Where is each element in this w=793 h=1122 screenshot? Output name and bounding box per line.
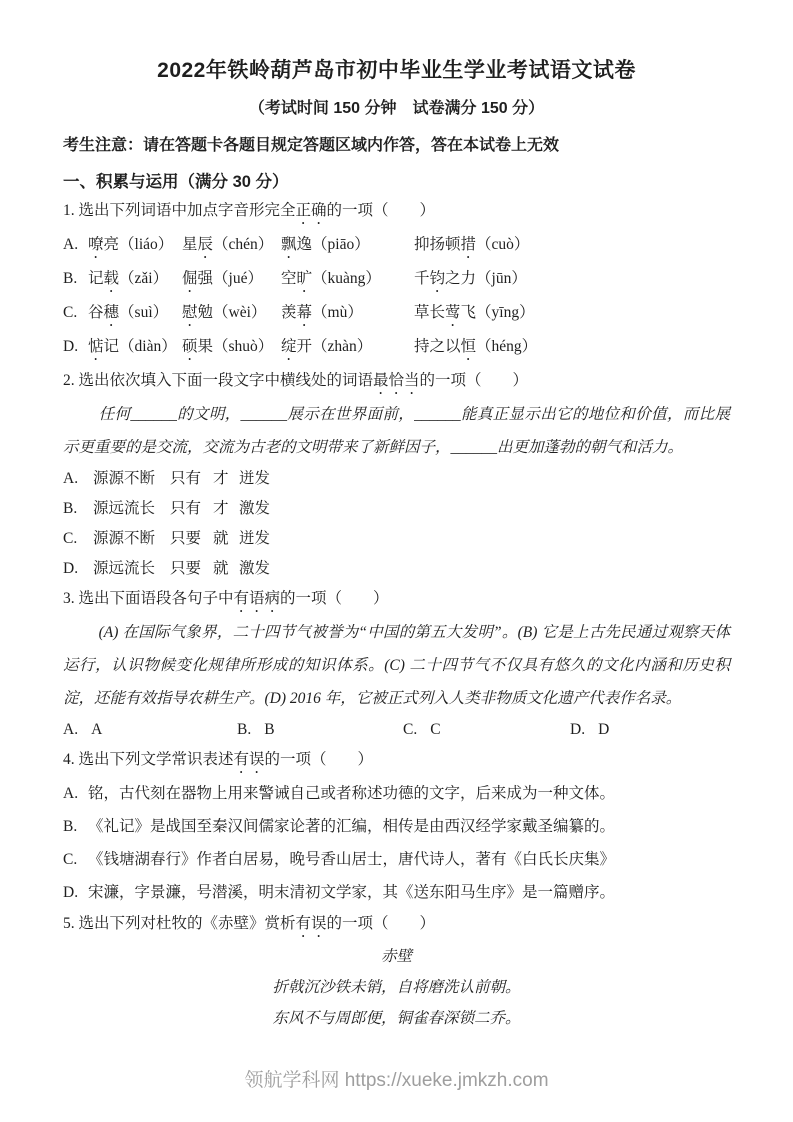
option-row bbox=[63, 876, 730, 909]
option-word: 源源不断 bbox=[93, 470, 156, 487]
option-word: 抑扬顿措（cuò） bbox=[414, 236, 530, 253]
option-word: 才 bbox=[213, 500, 229, 517]
option-word: 激发 bbox=[239, 500, 271, 517]
candidate-notice: 考生注意：请在答题卡各题目规定答题区域内作答，答在本试卷上无效 bbox=[63, 137, 560, 154]
question-4-stem: 4. 选出下列文学常识表述有误的一项（ ） bbox=[63, 751, 374, 768]
option-letter: D. bbox=[63, 884, 79, 901]
exam-time-score: （考试时间 150 分钟 试卷满分 150 分） bbox=[248, 100, 545, 117]
option-word: 惦记（diàn） bbox=[88, 338, 177, 355]
option-word: 飘逸（piāo） bbox=[281, 236, 370, 253]
section-heading: 一、积累与运用（满分 30 分） bbox=[63, 173, 289, 191]
option-word: 迸发 bbox=[239, 470, 271, 487]
question-3-options bbox=[63, 715, 730, 745]
option-cell bbox=[63, 715, 237, 745]
option-value: B bbox=[264, 721, 275, 738]
question-3-passage: (A) 在国际气象界，二十四节气被誉为“中国的第五大发明”。(B) 它是上古先民通过观察天体运行，认识物候变化规律所形成的知识体系。(C) 二十四节气不仅具有悠久的文化内涵和历史积淀，还能有效指导农耕生产。(D) 2016 年，它被正式列入人类非物质文化遗产代表作名录。 bbox=[63, 624, 730, 707]
option-letter: B. bbox=[63, 270, 78, 287]
option-word: 倔强（jué） bbox=[182, 270, 263, 287]
option-word: 星辰（chén） bbox=[182, 236, 274, 253]
question-1-stem: 1. 选出下列词语中加点字音形完全正确的一项（ ） bbox=[63, 202, 436, 219]
option-word: 源源不断 bbox=[93, 530, 156, 547]
option-word: 绽开（zhàn） bbox=[281, 338, 373, 355]
poem-chibi bbox=[63, 941, 730, 1034]
option-word: 草长莺飞（yīng） bbox=[414, 304, 535, 321]
option-letter: A. bbox=[63, 470, 79, 487]
option-text: 《钱塘湖春行》作者白居易，晚号香山居士，唐代诗人，著有《白氏长庆集》 bbox=[88, 851, 616, 868]
option-letter: C. bbox=[63, 851, 78, 868]
option-cell bbox=[570, 715, 730, 745]
option-letter: D. bbox=[63, 338, 79, 355]
question-5-stem: 5. 选出下列对杜牧的《赤壁》赏析有误的一项（ ） bbox=[63, 915, 436, 932]
option-row bbox=[63, 777, 730, 810]
option-word: 迸发 bbox=[239, 530, 271, 547]
option-word: 就 bbox=[213, 560, 229, 577]
option-letter: B. bbox=[237, 721, 252, 738]
option-letter: D. bbox=[63, 560, 79, 577]
page-title: 2022年铁岭葫芦岛市初中毕业生学业考试语文试卷 bbox=[157, 59, 636, 82]
option-word: 记载（zǎi） bbox=[88, 270, 169, 287]
option-cell bbox=[237, 715, 403, 745]
option-letter: B. bbox=[63, 818, 78, 835]
question-2-passage: 任何______的文明，______展示在世界面前，______能真正显示出它的地位和价值，而比展示更重要的是交流，交流为古老的文明带来了新鲜因子，______出更加蓬勃的朝气和活力。 bbox=[63, 406, 730, 456]
option-word: 源远流长 bbox=[93, 560, 156, 577]
option-text: 铭，古代刻在器物上用来警诫自己或者称述功德的文字，后来成为一种文体。 bbox=[88, 785, 616, 802]
option-word: 只有 bbox=[170, 500, 202, 517]
option-word: 持之以恒（héng） bbox=[414, 338, 538, 355]
option-word: 才 bbox=[213, 470, 229, 487]
option-word: 千钧之力（jūn） bbox=[414, 270, 527, 287]
option-row bbox=[63, 843, 730, 876]
option-word: 慰勉（wèi） bbox=[182, 304, 267, 321]
option-letter: C. bbox=[403, 721, 418, 738]
question-3-stem: 3. 选出下面语段各句子中有语病的一项（ ） bbox=[63, 590, 389, 607]
question-2-options bbox=[63, 464, 730, 584]
question-2-stem: 2. 选出依次填入下面一段文字中横线处的词语最恰当的一项（ ） bbox=[63, 372, 529, 389]
poem-title: 赤壁 bbox=[380, 948, 412, 965]
option-letter: A. bbox=[63, 721, 79, 738]
question-4-options bbox=[63, 777, 730, 909]
option-word: 羡幕（mù） bbox=[281, 304, 363, 321]
option-row bbox=[63, 810, 730, 843]
question-1-options bbox=[63, 228, 730, 364]
watermark: 领航学科网 https://xueke.jmkzh.com bbox=[244, 1070, 549, 1091]
option-word: 硕果（shuò） bbox=[182, 338, 274, 355]
option-letter: C. bbox=[63, 304, 78, 321]
option-letter: A. bbox=[63, 785, 79, 802]
poem-line: 折戟沉沙铁未销，自将磨洗认前朝。 bbox=[272, 979, 521, 996]
option-word: 源远流长 bbox=[93, 500, 156, 517]
option-value: D bbox=[598, 721, 610, 738]
option-value: A bbox=[91, 721, 103, 738]
option-letter: C. bbox=[63, 530, 78, 547]
option-value: C bbox=[430, 721, 441, 738]
option-word: 谷穗（suì） bbox=[88, 304, 169, 321]
option-word: 空旷（kuàng） bbox=[281, 270, 381, 287]
option-letter: D. bbox=[570, 721, 586, 738]
option-word: 就 bbox=[213, 530, 229, 547]
option-cell bbox=[403, 715, 570, 745]
option-word: 只有 bbox=[170, 470, 202, 487]
option-letter: A. bbox=[63, 236, 79, 253]
option-word: 只要 bbox=[170, 560, 202, 577]
option-letter: B. bbox=[63, 500, 78, 517]
option-word: 嘹亮（liáo） bbox=[88, 236, 174, 253]
option-word: 激发 bbox=[239, 560, 271, 577]
option-text: 宋濂，字景濂，号潜溪，明末清初文学家，其《送东阳马生序》是一篇赠序。 bbox=[88, 884, 616, 901]
poem-line: 东风不与周郎便，铜雀春深锁二乔。 bbox=[272, 1010, 521, 1027]
option-text: 《礼记》是战国至秦汉间儒家论著的汇编，相传是由西汉经学家戴圣编纂的。 bbox=[88, 818, 616, 835]
option-word: 只要 bbox=[170, 530, 202, 547]
